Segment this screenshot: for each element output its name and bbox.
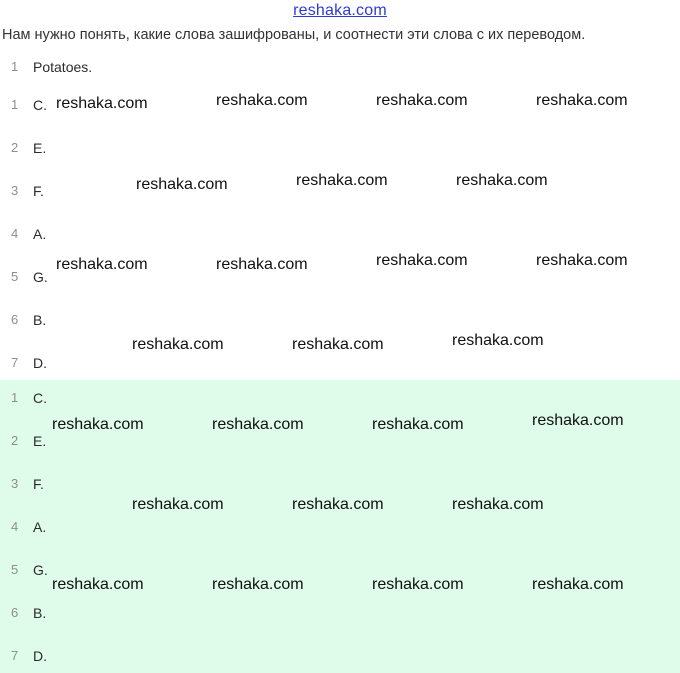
item-letter: D. — [33, 648, 47, 664]
watermark: reshaka.com — [456, 172, 548, 189]
item-letter: B. — [33, 312, 47, 328]
item-number: 4 — [11, 226, 19, 241]
instruction-text: Нам нужно понять, какие слова зашифрованы, и соотнести эти слова с их переводом. — [2, 27, 586, 43]
watermark: reshaka.com — [52, 416, 144, 433]
item-letter: D. — [33, 355, 47, 371]
item-number: 4 — [11, 519, 19, 534]
item-letter: C. — [33, 390, 47, 406]
watermark: reshaka.com — [52, 576, 144, 593]
item-number: 5 — [11, 562, 19, 577]
item-letter: A. — [33, 519, 47, 535]
watermark: reshaka.com — [536, 92, 628, 109]
watermark: reshaka.com — [216, 92, 308, 109]
item-letter: C. — [33, 97, 47, 113]
watermark: reshaka.com — [372, 416, 464, 433]
watermark: reshaka.com — [376, 252, 468, 269]
prompt-text: Potatoes. — [33, 59, 93, 75]
watermark: reshaka.com — [452, 496, 544, 513]
item-number: 1 — [11, 97, 19, 112]
item-number: 2 — [11, 140, 19, 155]
watermark: reshaka.com — [216, 256, 308, 273]
item-letter: A. — [33, 226, 47, 242]
watermark: reshaka.com — [372, 576, 464, 593]
item-number: 7 — [11, 648, 19, 663]
watermark: reshaka.com — [292, 336, 384, 353]
item-number: 6 — [11, 605, 19, 620]
watermark: reshaka.com — [376, 92, 468, 109]
site-link[interactable]: reshaka.com — [293, 2, 387, 19]
watermark: reshaka.com — [532, 412, 624, 429]
item-number: 3 — [11, 476, 19, 491]
watermark: reshaka.com — [536, 252, 628, 269]
item-letter: F. — [33, 476, 44, 492]
item-letter: G. — [33, 562, 48, 578]
item-letter: F. — [33, 183, 44, 199]
item-letter: E. — [33, 433, 47, 449]
item-number: 1 — [11, 390, 19, 405]
watermark: reshaka.com — [56, 256, 148, 273]
watermark: reshaka.com — [292, 496, 384, 513]
prompt-number: 1 — [11, 59, 19, 74]
watermark: reshaka.com — [136, 176, 228, 193]
item-number: 3 — [11, 183, 19, 198]
watermark: reshaka.com — [212, 576, 304, 593]
watermark: reshaka.com — [132, 336, 224, 353]
item-letter: E. — [33, 140, 47, 156]
watermark: reshaka.com — [212, 416, 304, 433]
watermark: reshaka.com — [532, 576, 624, 593]
item-number: 7 — [11, 355, 19, 370]
watermark: reshaka.com — [132, 496, 224, 513]
watermark: reshaka.com — [452, 332, 544, 349]
item-letter: B. — [33, 605, 47, 621]
watermark: reshaka.com — [296, 172, 388, 189]
watermark: reshaka.com — [56, 95, 148, 112]
item-number: 2 — [11, 433, 19, 448]
item-number: 5 — [11, 269, 19, 284]
item-number: 6 — [11, 312, 19, 327]
item-letter: G. — [33, 269, 48, 285]
